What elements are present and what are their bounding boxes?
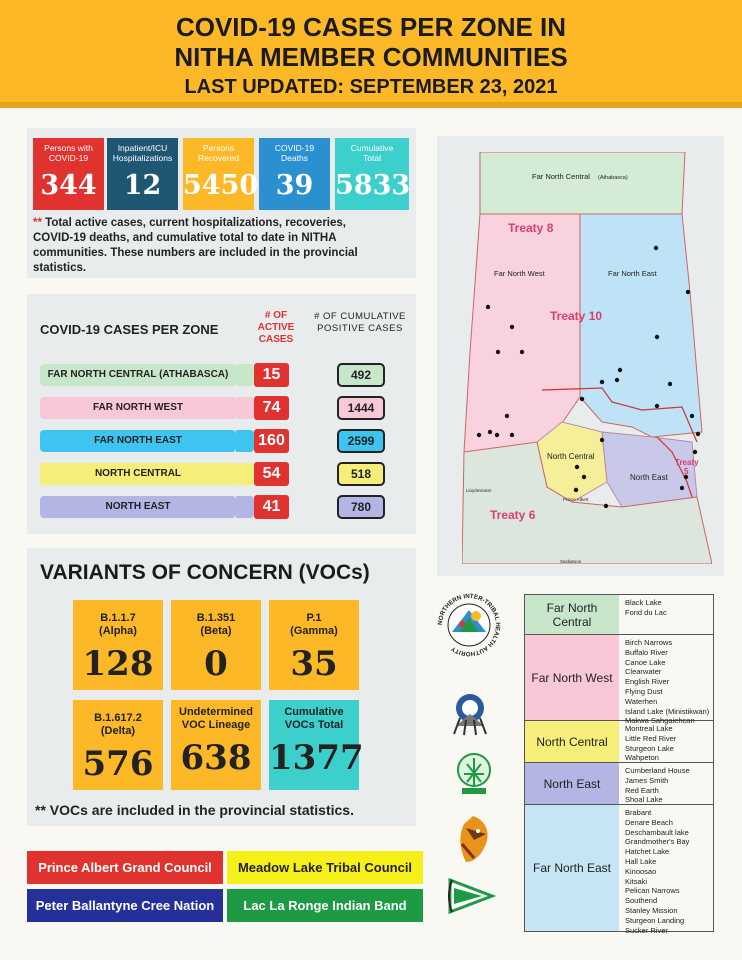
community-row-ne [525, 763, 713, 805]
zone-row-stub [236, 397, 254, 419]
variant-label: B.1.351 [196, 612, 236, 624]
map-label-nc: North Central [547, 452, 595, 461]
community-zone-name: North Central [525, 721, 619, 762]
map-label-prince-albert: Prince Albert [563, 497, 589, 502]
variant-label: VOCs Total [284, 719, 344, 731]
zone-row-stub [236, 463, 254, 485]
community-zone-name: North East [525, 763, 619, 804]
zone-row-stub [236, 364, 254, 386]
stat-label: Deaths [281, 153, 308, 163]
pagc-logo-icon [446, 688, 494, 736]
community-zone-name: Far North East [525, 805, 619, 931]
community-item: Canoe Lake [625, 657, 666, 667]
variant-value: 128 [82, 644, 154, 684]
zone-map [462, 152, 712, 564]
council-peter-ballantyne: Peter Ballantyne Cree Nation [27, 889, 223, 922]
community-item: Cumberland House [625, 766, 690, 775]
zones-title: COVID-19 CASES PER ZONE [40, 322, 219, 337]
community-list [625, 598, 715, 618]
community-zone-name: Far North Central [525, 595, 619, 634]
community-item: Red Earth [625, 785, 659, 795]
zone-row-label: FAR NORTH CENTRAL (ATHABASCA) [40, 364, 236, 386]
variants-title: VARIANTS OF CONCERN (VOCs) [40, 561, 370, 584]
stat-label: COVID-19 [274, 143, 315, 153]
zone-row-stub [236, 496, 254, 518]
council-lac-la-ronge: Lac La Ronge Indian Band [227, 889, 423, 922]
stat-value: 5833 [335, 170, 411, 201]
variant-label: Cumulative [284, 706, 344, 718]
stat-label: Total [363, 153, 381, 163]
map-zone-far-north-east [580, 214, 702, 437]
mltc-logo-icon [454, 752, 494, 796]
variant-value: 576 [82, 744, 154, 784]
variant-label: (Delta) [100, 725, 136, 737]
title-line-2: NITHA MEMBER COMMUNITIES [174, 42, 568, 72]
community-item: Deschambault lake [625, 827, 689, 837]
zone-cumulative-count: 2599 [337, 429, 385, 453]
community-zone-name: Far North West [525, 635, 619, 720]
community-item: Buffalo River [625, 647, 668, 657]
llrib-logo-icon [446, 874, 496, 918]
map-label-treaty5-b: 5 [684, 467, 689, 476]
map-label-fne: Far North East [608, 269, 657, 278]
community-item: Fond du Lac [625, 607, 667, 617]
community-item: Island Lake (Ministikwan) [625, 706, 710, 716]
community-item: Makwa Sahgaiehcan [625, 716, 695, 726]
variant-label: B.1.1.7 [100, 612, 136, 624]
community-item: Hatchet Lake [625, 847, 670, 857]
zone-row-label: FAR NORTH EAST [40, 430, 236, 452]
stat-value: 12 [123, 170, 162, 201]
stat-value: 5450 [183, 170, 259, 201]
variant-label: VOC Lineage [181, 719, 251, 731]
stat-label: Recovered [197, 153, 240, 163]
variant-value: 35 [290, 644, 338, 684]
community-item: Black Lake [625, 598, 662, 607]
variant-gamma [269, 600, 359, 690]
communities-table [524, 594, 714, 935]
community-row-nc [525, 721, 713, 763]
stat-active-cases [33, 138, 104, 210]
pbcn-logo-icon [452, 814, 494, 864]
zone-row-stub [236, 430, 254, 452]
zone-active-count: 15 [254, 363, 289, 387]
community-list [625, 638, 715, 726]
stat-label: Hospitalizations [112, 153, 173, 163]
variants-note: ** VOCs are included in the provincial statistics. [35, 802, 354, 818]
zone-cumulative-count: 1444 [337, 396, 385, 420]
variant-label: B.1.617.2 [94, 712, 142, 724]
zone-cumulative-count: 780 [337, 495, 385, 519]
community-item: Wahpeton [625, 753, 659, 763]
variant-value: 1377 [269, 738, 364, 778]
title-line-1: COVID-19 CASES PER ZONE IN [175, 12, 567, 42]
map-zone-far-north-central [480, 152, 685, 214]
variant-cumulative [269, 700, 364, 790]
zone-cumulative-count: 518 [337, 462, 385, 486]
stat-hospitalizations [107, 138, 178, 210]
community-row-fnc [525, 595, 713, 635]
stat-deaths [259, 138, 330, 210]
community-item: Kitsaki [625, 876, 648, 886]
community-item: English River [625, 677, 670, 687]
zone-cumulative-count: 492 [337, 363, 385, 387]
stat-label: COVID-19 [48, 153, 89, 163]
community-list [625, 766, 715, 805]
map-label-saskatoon: Saskatoon [560, 559, 582, 564]
map-label-ne: North East [630, 473, 668, 482]
community-item: Montreal Lake [625, 724, 673, 733]
council-meadow-lake: Meadow Lake Tribal Council [227, 851, 423, 884]
note-text: Total active cases, current hospitalizations, recoveries, COVID-19 deaths, and cumulative total to date in NITHA communities. These numbers are included in the provincial statistics. [33, 217, 358, 274]
header-banner [0, 0, 742, 108]
stats-note [33, 216, 383, 276]
community-item: Brabant [625, 808, 652, 817]
stat-label: Cumulative [350, 143, 394, 153]
map-label-lloydminster: Lloydminster [466, 488, 492, 493]
map-zone-north-east [602, 432, 697, 507]
community-item: Sturgeon Lake [625, 743, 674, 753]
stat-label: Persons with [44, 143, 93, 153]
updated-date: LAST UPDATED: SEPTEMBER 23, 2021 [184, 76, 558, 98]
variant-label: (Beta) [200, 625, 232, 637]
variant-label: P.1 [306, 612, 322, 624]
zone-row-label: NORTH EAST [40, 496, 236, 518]
community-item: Hall Lake [625, 856, 657, 866]
map-label-treaty10: Treaty 10 [550, 309, 603, 323]
community-item: Stanley Mission [625, 905, 678, 915]
map-label-fnw: Far North West [494, 269, 545, 278]
nitha-logo [432, 588, 506, 662]
zone-active-count: 54 [254, 462, 289, 486]
community-item: Shoal Lake [625, 795, 663, 805]
zone-active-count: 74 [254, 396, 289, 420]
stat-recovered [183, 138, 259, 210]
community-item: Kinoosao [625, 866, 657, 876]
community-item: Flying Dust [625, 686, 663, 696]
community-row-fnw [525, 635, 713, 726]
community-item: Grandmother's Bay [625, 837, 690, 847]
variant-label: (Alpha) [99, 625, 137, 637]
community-item: Clearwater [625, 667, 662, 677]
stat-label: Persons [202, 143, 235, 153]
zone-active-count: 41 [254, 495, 289, 519]
community-list [625, 724, 715, 763]
council-prince-albert: Prince Albert Grand Council [27, 851, 223, 884]
variant-delta [73, 700, 163, 790]
community-item: Denare Beach [625, 817, 673, 827]
community-list [625, 808, 715, 935]
community-item: Waterhen [625, 696, 658, 706]
note-stars: ** [33, 217, 42, 229]
zone-active-count: 160 [254, 429, 289, 453]
active-cases-header: # OF ACTIVE CASES [257, 310, 295, 345]
variant-value: 638 [180, 738, 252, 778]
community-item: Sucker River [625, 925, 668, 935]
zone-row-label: NORTH CENTRAL [40, 463, 236, 485]
community-row-fne [525, 805, 713, 935]
stat-cumulative [335, 138, 409, 210]
map-label-fnc: Far North Central [532, 172, 590, 181]
map-label-fnc-sub: (Athabasca) [598, 175, 628, 181]
cumulative-cases-header: # OF CUMULATIVE POSITIVE CASES [314, 311, 406, 334]
map-label-treaty8: Treaty 8 [508, 221, 554, 235]
community-item: Pelican Narrows [625, 886, 680, 896]
variant-undetermined [171, 700, 261, 790]
nitha-logo-text: NORTHERN INTER-TRIBAL HEALTH AUTHORITY [436, 592, 502, 658]
variant-alpha [73, 600, 163, 690]
zone-row-label: FAR NORTH WEST [40, 397, 236, 419]
community-item: James Smith [625, 775, 669, 785]
community-item: Birch Narrows [625, 638, 673, 647]
variant-beta [171, 600, 261, 690]
map-label-treaty5-a: Treaty [675, 458, 699, 467]
variant-label: Undetermined [179, 706, 253, 718]
variant-label: (Gamma) [290, 625, 338, 637]
variant-value: 0 [204, 644, 228, 684]
community-item: Sturgeon Landing [625, 915, 685, 925]
map-zone-far-north-west [464, 214, 580, 452]
map-label-treaty6: Treaty 6 [490, 508, 536, 522]
community-item: Little Red River [625, 733, 677, 743]
stat-value: 344 [40, 170, 97, 201]
stat-label: Inpatient/ICU [117, 143, 168, 153]
stat-value: 39 [275, 170, 314, 201]
community-item: Southend [625, 896, 658, 906]
